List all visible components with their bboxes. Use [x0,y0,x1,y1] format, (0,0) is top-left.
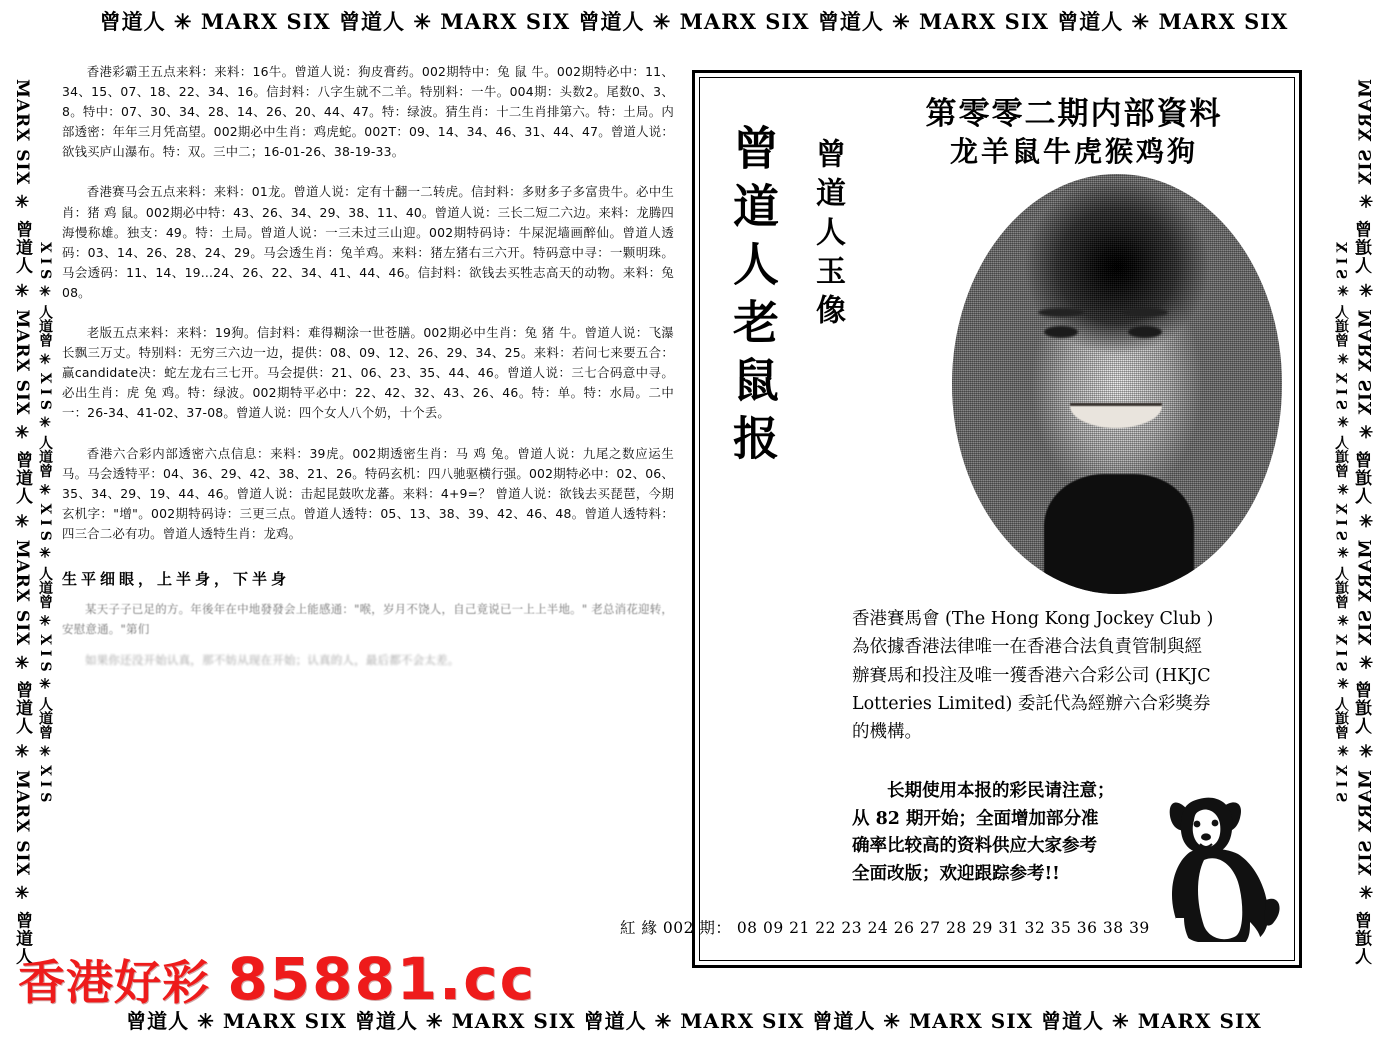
panel-headline-zodiac: 龙羊鼠牛虎猴鸡狗 [949,135,1198,168]
content-area [62,52,1326,992]
portrait-torso [1044,474,1194,594]
smudged-text-line: 某天子子已足的方。年後年在中地發發会上能感通："喉，岁月不饶人，自己竟说已一上上半地。" 老总消花迎转，安慰意通。"第们 [62,602,674,637]
jockey-line: Lotteries Limited) 委託代為經辦六合彩獎券 [852,693,1211,714]
portrait-oval-frame [952,174,1282,594]
border-band-right: MARX SIX ✳ 曾道人 ✳ MARX SIX ✳ 曾道人 ✳ MARX SIX ✳ 曾道人 ✳ MARX SIX ✳ 曾道人 [1356,79,1376,966]
article-paragraph: 香港赛马会五点来料：来料：01龙。曾道人说：定有十翻一二转虎。信封料：多财多子多富贵牛。必中生肖：猪 鸡 鼠。002期必中特：43、26、34、29、38、11、40。曾道人说：三长二短二六边。来料：龙腾四海慢称雄。独支：49。特：土局。曾道人说：一三未过三山迎。002期特码诗：牛屎泥墙画醉仙。曾道人透码：03、14、26、28、24、29。马会透生肖：兔羊鸡。来料：猪左猪右三六开。特码意中寻：一颗明珠。马会透码：11、14、19...24、26、22、34、41、44、46。信封料：欲钱去买牲志高天的动物。来料：兔08。 [62,184,674,300]
jockey-line: 香港賽馬會 (The Hong Kong Jockey Club ) [852,609,1214,629]
notice-line: 长期使用本报的彩民请注意； [887,781,1115,801]
jockey-line: 為依據香港法律唯一在香港合法負責管制與經 [852,637,1202,658]
left-text-column [62,52,674,992]
result-numbers: 08 09 21 22 23 24 26 27 28 29 31 32 35 36 38 39 [736,919,1150,937]
info-panel-inner [699,77,1295,961]
notice-line: 确率比较高的资料供应大家参考 [852,836,1097,857]
smudged-text-line: 如果你还没开始认真，那不妨从现在开始；认真的人，最后都不会太差。 [85,653,460,668]
jockey-line: 的機構。 [852,722,922,742]
portrait-brow-left [1038,308,1084,317]
border-band-left: MARX SIX ✳ 曾道人 ✳ MARX SIX ✳ 曾道人 ✳ MARX SIX ✳ 曾道人 ✳ MARX SIX ✳ 曾道人 [12,79,32,966]
watermark-number: 85881 [227,945,440,1013]
result-label: 紅 緣 002 期： [620,919,732,937]
border-band-inner-left: X I S ✳ 人道曾 ✳ X I S ✳ 人道曾 ✳ X I S ✳ 人道曾 ✳ X I S ✳ 人道曾 ✳ X I S [37,242,53,803]
lottery-result-line [620,916,1320,938]
notice-line: 全面改版；欢迎跟踪参考!! [852,863,1060,884]
vertical-masthead-title: 曾道人老鼠报 [726,124,780,472]
portrait-photo [952,174,1282,594]
site-watermark [18,945,536,1013]
watermark-text-cn: 香港好彩 [18,956,210,1011]
info-panel [692,70,1302,968]
portrait-eye-right [1128,326,1162,338]
vertical-portrait-caption: 曾道人玉像 [810,138,845,333]
portrait-brow-right [1122,308,1168,317]
panel-headline-primary: 第零零二期内部資料 [925,96,1223,132]
border-band-inner-right: X I S ✳ 人道曾 ✳ X I S ✳ 人道曾 ✳ X I S ✳ 人道曾 ✳ X I S ✳ 人道曾 ✳ X I S [1335,242,1351,803]
watermark-tld: .cc [439,945,536,1013]
article-paragraph: 老版五点来料：来料：19狗。信封料：难得糊涂一世苍膳。002期必中生肖：兔 猪 牛。曾道人说：飞瀑长飘三万丈。特别料：无穷三六边一边，提供：08、09、12、26、29、34、25。来料：若问七来要五合：赢candidate决：蛇左龙右三七开。马会提供：21、06、23、35、44、46。曾道人说：三七合码意中寻。必出生肖：虎 兔 鸡。特：绿波。002期特平必中：22、42、32、43、26、46。特：单。特：水局。二中一：26-34、41-02、37-08。曾道人说：四个女人八个奶，十个丢。 [62,325,674,421]
notice-line: 从 82 期开始；全面增加部分准 [852,808,1099,829]
lifeline-heading: 生平细眼，上半身，下半身 [62,569,291,588]
jockey-club-statement [852,606,1292,747]
right-panel-column [684,52,1320,992]
border-band-bottom: 曾道人 ✳ MARX SIX 曾道人 ✳ MARX SIX 曾道人 ✳ MARX SIX 曾道人 ✳ MARX SIX 曾道人 ✳ MARX SIX [126,1009,1262,1033]
portrait-eye-left [1044,326,1078,338]
article-paragraph: 香港彩霸王五点来料：来料：16牛。曾道人说：狗皮膏药。002期特中：兔 鼠 牛。002期特必中：11、34、15、07、18、22、34、16。信封料：八字生就不二羊。特别料：一牛。004期：头数2。尾数0、3、8。特中：07、30、34、28、14、26、20、44、47。特：绿波。猜生肖：十二生肖排第六。特：土局。内部透密：年年三月凭高望。002期必中生肖：鸡虎蛇。002T：09、14、34、46、31、44、47。曾道人说：欲钱买庐山瀑布。特：双。三中二；16-01-26、38-19-33。 [62,64,674,160]
border-band-top: 曾道人 ✳ MARX SIX 曾道人 ✳ MARX SIX 曾道人 ✳ MARX SIX 曾道人 ✳ MARX SIX 曾道人 ✳ MARX SIX [99,9,1289,34]
jockey-line: 辦賽馬和投注及唯一獲香港六合彩公司 (HKJC [852,665,1211,686]
article-paragraph: 香港六合彩内部透密六点信息：来料：39虎。002期透密生肖：马 鸡 兔。曾道人说：九尾之数应运生马。马会透特平：04、36、29、42、38、21、26。特码玄机：四八驰驱横行强。002期特必中：02、06、35、34、29、19、44、46。曾道人说：击起昆鼓吹龙蕃。来料：4+9=？ 曾道人说：欲钱去买琵琶，今期玄机字："增"。002期特码诗：三更三点。曾道人透特：05、13、38、39、42、46、48。曾道人透特料：四三合二必有功。曾道人透特生肖：龙鸡。 [62,445,674,541]
